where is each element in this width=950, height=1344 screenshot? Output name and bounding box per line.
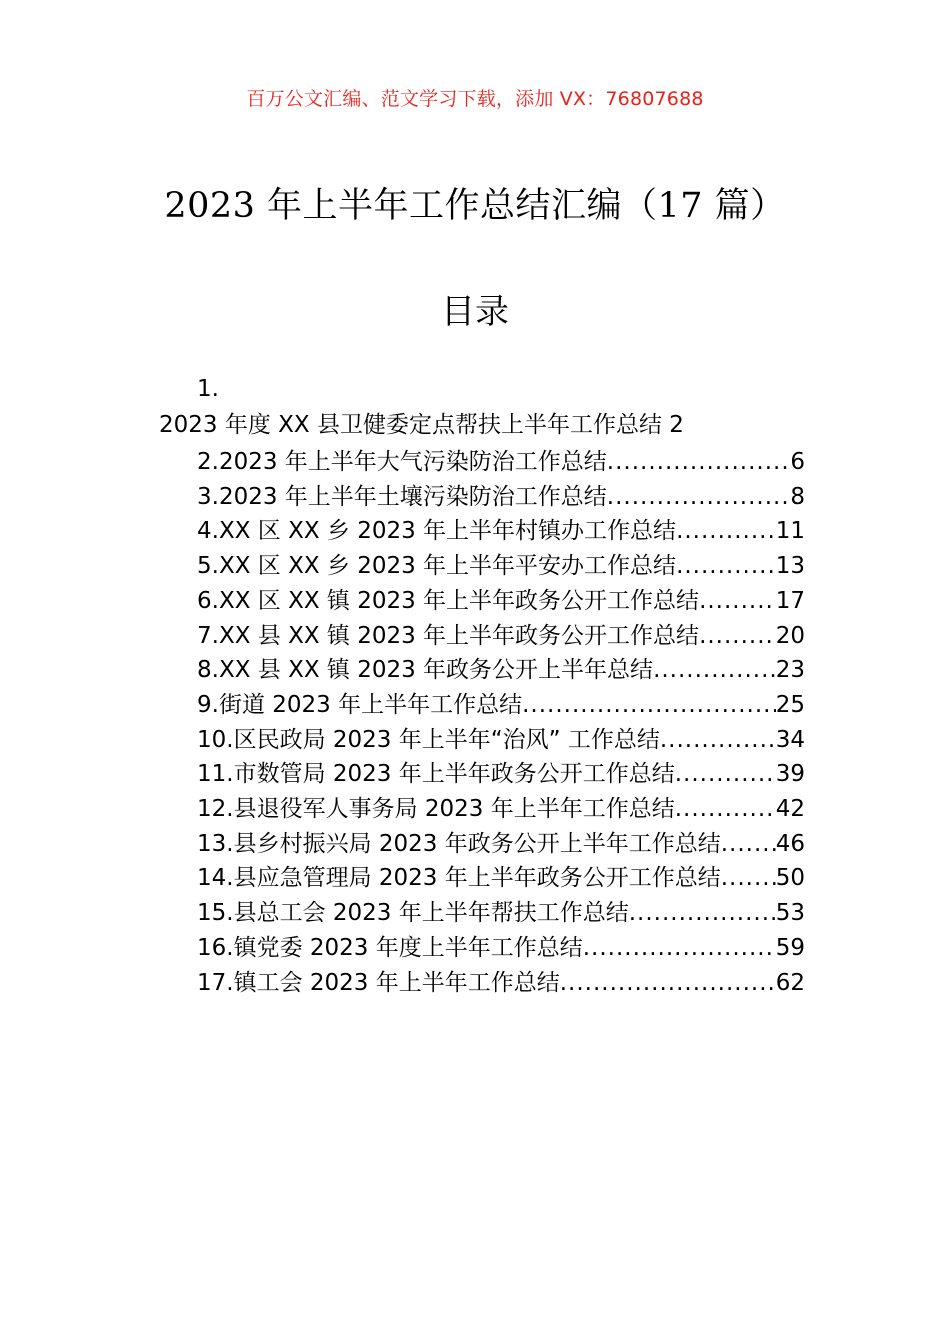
toc-entry-page-number: 62 (775, 969, 805, 996)
toc-entry[interactable] (197, 966, 805, 1000)
toc-entry[interactable] (197, 931, 805, 965)
toc-dot-leader (560, 966, 776, 1000)
toc-dot-leader (675, 757, 776, 791)
toc-entry-page-number: 20 (775, 622, 805, 649)
toc-entry-page-number: 13 (775, 553, 805, 580)
toc-entry[interactable] (197, 688, 805, 722)
toc-dot-leader (660, 723, 776, 757)
header-note: 百万公文汇编、范文学习下载，添加 VX：76807688 (246, 88, 704, 110)
toc-entry-label: 6.XX 区 XX 镇 2023 年上半年政务公开工作总结 (197, 587, 700, 614)
document-title: 2023 年上半年工作总结汇编（17 篇） (164, 186, 786, 226)
toc-entry[interactable] (197, 723, 805, 757)
toc-entry-page-number: 59 (775, 934, 805, 961)
toc-entry-label: 9.街道 2023 年上半年工作总结 (197, 691, 523, 718)
toc-entry-label: 16.镇党委 2023 年度上半年工作总结 (197, 934, 583, 961)
toc-heading: 目录 (441, 292, 509, 332)
toc-entry[interactable] (197, 896, 805, 930)
toc-entry-label: 17.镇工会 2023 年上半年工作总结 (197, 969, 560, 996)
toc-entry[interactable] (197, 619, 805, 653)
toc-dot-leader (676, 514, 776, 548)
toc-entry-label: 11.市数管局 2023 年上半年政务公开工作总结 (197, 761, 675, 788)
toc-entry-page-number: 17 (775, 587, 805, 614)
toc-entry-page-number: 6 (790, 449, 805, 475)
toc-dot-leader (721, 827, 776, 861)
toc-entry[interactable] (197, 757, 805, 791)
toc-dot-leader (699, 584, 776, 618)
toc-entry[interactable] (197, 584, 805, 618)
toc-entry-label: 7.XX 县 XX 镇 2023 年上半年政务公开工作总结 (197, 622, 700, 649)
toc-entry-label: 4.XX 区 XX 乡 2023 年上半年村镇办工作总结 (197, 518, 677, 545)
toc-entry-page-number: 8 (790, 483, 805, 510)
toc-entry-page-number: 34 (775, 726, 805, 753)
toc-entry[interactable] (197, 445, 805, 479)
toc-dot-leader (629, 896, 776, 930)
toc-dot-leader (676, 549, 776, 583)
toc-entry-label: 2.2023 年上半年大气污染防治工作总结 (197, 449, 607, 475)
toc-entry-label: 13.县乡村振兴局 2023 年政务公开上半年工作总结 (197, 830, 721, 857)
toc-entry-1-text[interactable]: 2023 年度 XX 县卫健委定点帮扶上半年工作总结 2 (159, 412, 684, 438)
toc-dot-leader (583, 931, 776, 965)
toc-entry-label: 5.XX 区 XX 乡 2023 年上半年平安办工作总结 (197, 553, 677, 580)
toc-dot-leader (522, 688, 776, 722)
toc-entry-page-number: 25 (775, 691, 805, 718)
toc-entry[interactable] (197, 514, 805, 548)
toc-dot-leader (699, 619, 776, 653)
toc-entry-page-number: 23 (775, 657, 805, 684)
toc-entry[interactable] (197, 549, 805, 583)
toc-entry[interactable] (197, 653, 805, 687)
toc-entry[interactable] (197, 861, 805, 895)
toc-entry-label: 15.县总工会 2023 年上半年帮扶工作总结 (197, 900, 629, 927)
toc-entry-page-number: 11 (775, 518, 805, 545)
toc-entry[interactable] (197, 792, 805, 826)
toc-entry-page-number: 39 (775, 761, 805, 788)
toc-entry-page-number: 42 (775, 796, 805, 822)
toc-entry-page-number: 46 (775, 830, 805, 857)
toc-entry-page-number: 53 (775, 900, 805, 927)
toc-entry[interactable] (197, 480, 805, 514)
toc-entry-label: 12.县退役军人事务局 2023 年上半年工作总结 (197, 796, 675, 822)
toc-entry-page-number: 50 (775, 865, 805, 892)
toc-entry-label: 3.2023 年上半年土壤污染防治工作总结 (197, 483, 607, 510)
toc-dot-leader (607, 445, 791, 479)
toc-entry-label: 8.XX 县 XX 镇 2023 年政务公开上半年总结 (197, 657, 654, 684)
toc-dot-leader (721, 861, 776, 895)
toc-dot-leader (607, 480, 791, 514)
toc-entry-label: 14.县应急管理局 2023 年上半年政务公开工作总结 (197, 865, 721, 892)
toc-entry[interactable] (197, 827, 805, 861)
toc-entry-label: 10.区民政局 2023 年上半年“治风” 工作总结 (197, 726, 660, 753)
toc-dot-leader (653, 653, 776, 687)
toc-entry-1-number[interactable]: 1. (197, 376, 219, 402)
toc-dot-leader (675, 792, 776, 826)
